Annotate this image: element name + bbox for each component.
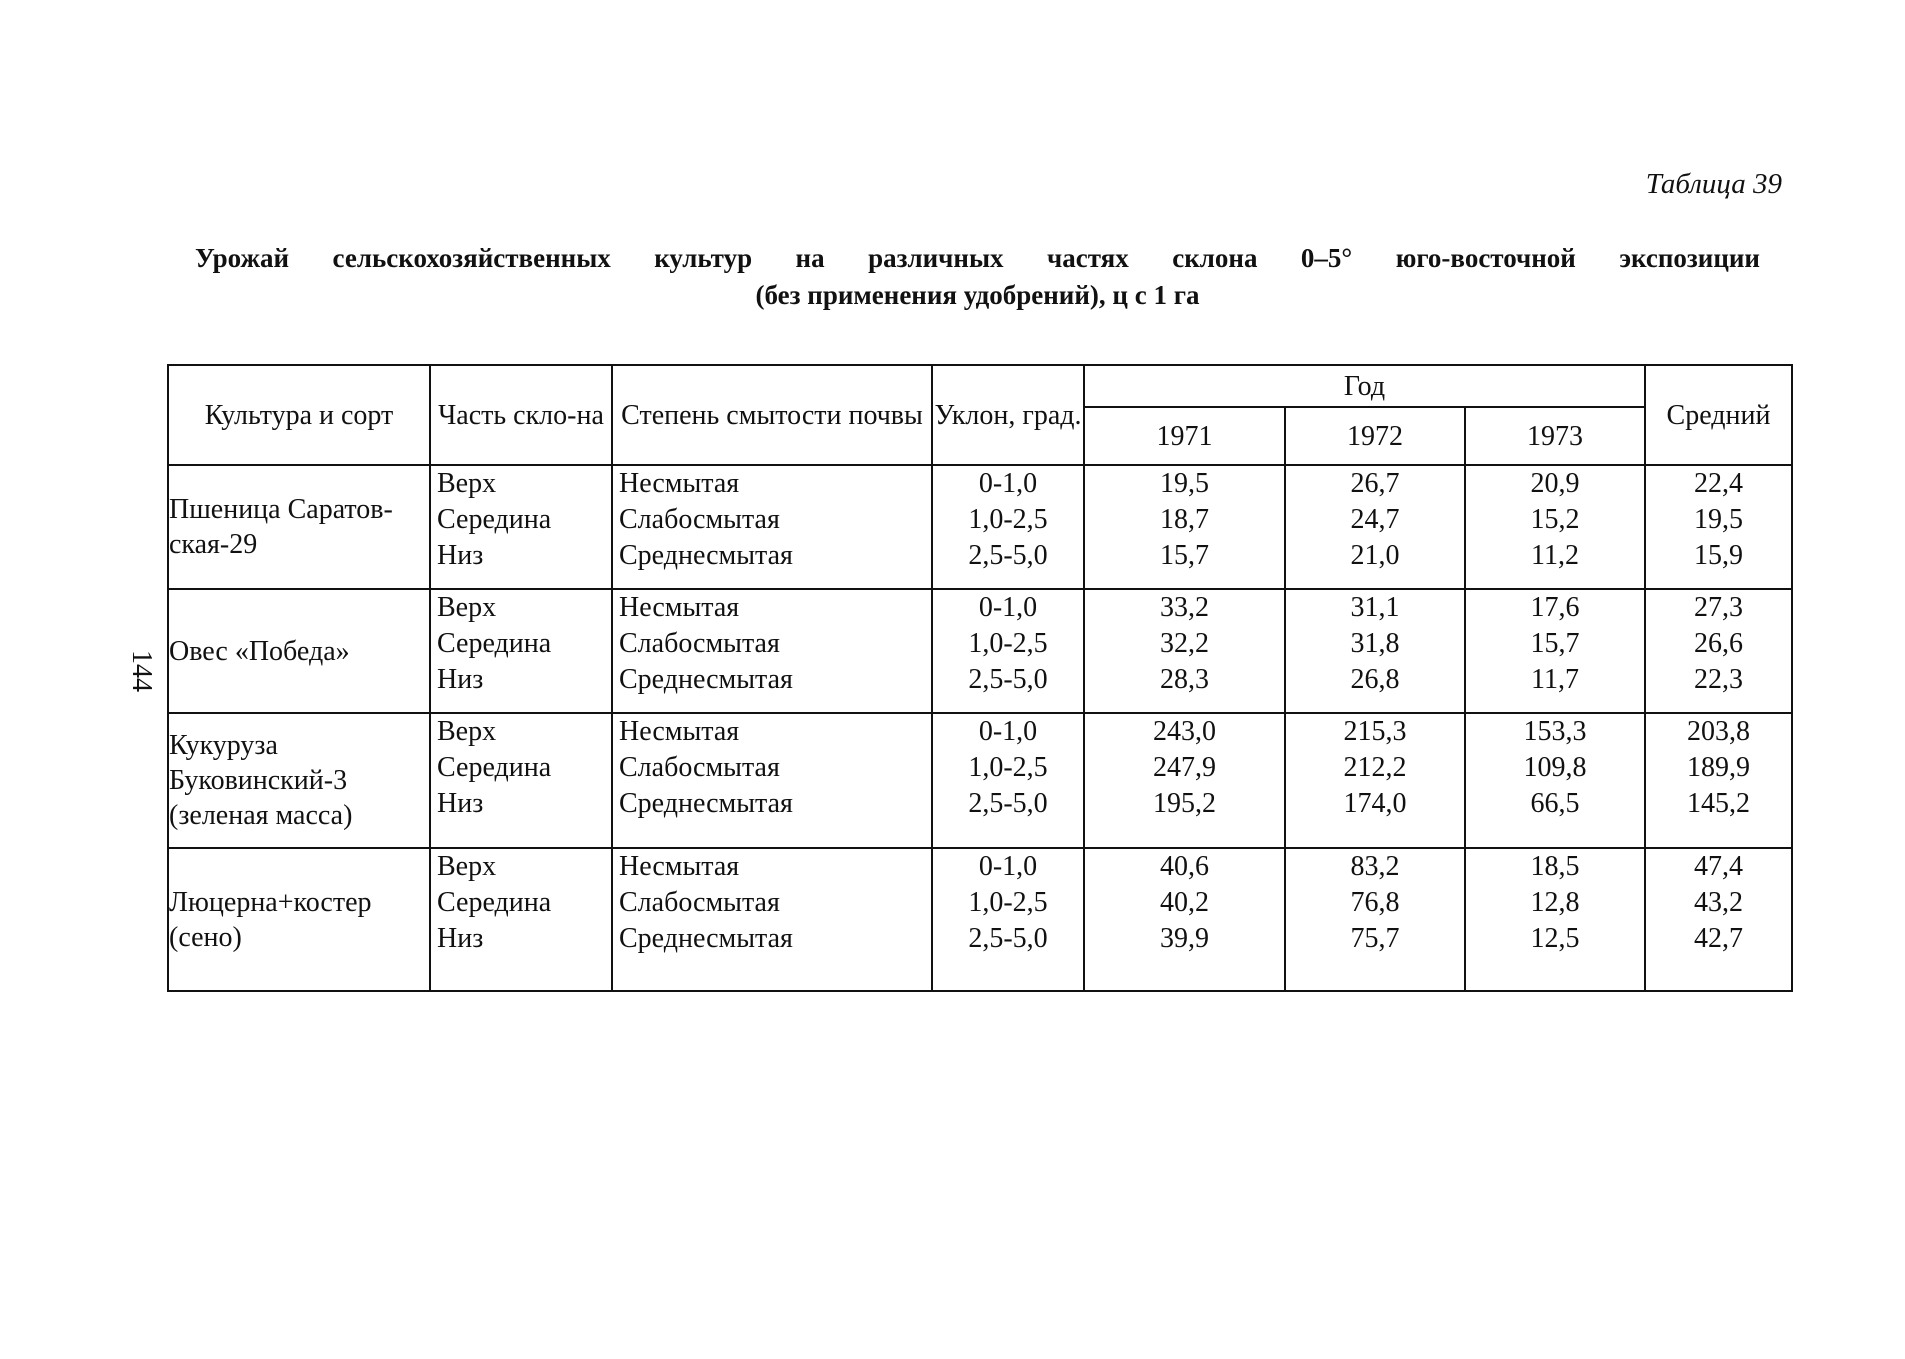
incline-cell-value: 1,0-2,5 — [968, 887, 1048, 918]
header-incline: Уклон, град. — [932, 365, 1084, 465]
erosion-cell — [612, 465, 932, 589]
yield-1972-cell-value: 21,0 — [1350, 540, 1400, 571]
slope-part-cell-value: Верх — [437, 468, 497, 499]
yield-1973-cell-value: 153,3 — [1523, 716, 1587, 747]
slope-part-cell-value: Низ — [437, 540, 484, 571]
yield-1972-cell — [1285, 589, 1465, 713]
incline-cell — [932, 848, 1084, 991]
average-cell-value: 26,6 — [1694, 628, 1743, 659]
slope-part-cell-value: Низ — [437, 664, 484, 695]
average-cell — [1645, 589, 1792, 713]
incline-cell — [932, 713, 1084, 848]
header-erosion: Степень смытости почвы — [612, 365, 932, 465]
erosion-cell-value: Среднесмытая — [619, 664, 793, 695]
yield-1972-cell-value: 26,7 — [1350, 468, 1400, 499]
average-cell-value: 42,7 — [1694, 923, 1743, 954]
incline-cell — [932, 589, 1084, 713]
title-line-1: Урожай сельскохозяйственных культур на различных частях склона 0–5° юго-восточной экспозиции — [195, 243, 1760, 273]
header-culture: Культура и сорт — [168, 365, 430, 465]
erosion-cell-value: Несмытая — [619, 592, 740, 623]
yield-1971-cell-value: 33,2 — [1160, 592, 1209, 623]
yield-1971-cell — [1084, 713, 1285, 848]
yield-1973-cell-value: 20,9 — [1530, 468, 1580, 499]
yield-1973-cell — [1465, 465, 1645, 589]
yield-1972-cell-value: 174,0 — [1343, 788, 1407, 819]
yield-1973-cell-value: 15,7 — [1530, 628, 1580, 659]
erosion-cell-value: Слабосмытая — [619, 628, 780, 659]
culture-cell: Овес «Победа» — [168, 589, 430, 713]
incline-cell-value: 0-1,0 — [978, 851, 1038, 882]
erosion-cell — [612, 589, 932, 713]
slope-part-cell — [430, 713, 612, 848]
yield-1972-cell-value: 31,8 — [1350, 628, 1400, 659]
table-row — [168, 589, 1792, 713]
culture-cell: Пшеница Саратов-ская-29 — [168, 465, 430, 589]
yield-1971-cell-value: 28,3 — [1160, 664, 1209, 695]
yield-1971-cell — [1084, 465, 1285, 589]
yield-1973-cell — [1465, 713, 1645, 848]
table-row — [168, 465, 1792, 589]
culture-cell: Кукуруза Буковинский-3 (зеленая масса) — [168, 713, 430, 848]
yield-1973-cell-value: 11,7 — [1531, 664, 1579, 695]
yield-1973-cell-value: 12,5 — [1530, 923, 1580, 954]
table-row — [168, 848, 1792, 991]
incline-cell-value: 0-1,0 — [978, 716, 1038, 747]
yield-1973-cell-value: 18,5 — [1530, 851, 1580, 882]
yield-1973-cell — [1465, 589, 1645, 713]
yield-1971-cell-value: 39,9 — [1160, 923, 1209, 954]
yield-1973-cell-value: 66,5 — [1530, 788, 1580, 819]
slope-part-cell-value: Низ — [437, 788, 484, 819]
yield-1972-cell — [1285, 848, 1465, 991]
slope-part-cell-value: Середина — [437, 752, 552, 783]
incline-cell — [932, 465, 1084, 589]
erosion-cell-value: Среднесмытая — [619, 788, 793, 819]
average-cell-value: 43,2 — [1694, 887, 1743, 918]
yield-1971-cell-value: 40,6 — [1160, 851, 1209, 882]
yield-1971-cell-value: 32,2 — [1160, 628, 1209, 659]
erosion-cell-value: Среднесмытая — [619, 923, 793, 954]
yield-1972-cell-value: 76,8 — [1350, 887, 1400, 918]
erosion-cell-value: Несмытая — [619, 716, 740, 747]
yield-1973-cell-value: 17,6 — [1530, 592, 1580, 623]
yield-1971-cell-value: 195,2 — [1153, 788, 1216, 819]
average-cell — [1645, 713, 1792, 848]
slope-part-cell-value: Низ — [437, 923, 484, 954]
yield-1972-cell — [1285, 465, 1465, 589]
slope-part-cell-value: Верх — [437, 592, 497, 623]
average-cell-value: 189,9 — [1687, 752, 1750, 783]
erosion-cell-value: Слабосмытая — [619, 504, 780, 535]
slope-part-cell-value: Верх — [437, 851, 497, 882]
incline-cell-value: 0-1,0 — [978, 468, 1038, 499]
average-cell-value: 145,2 — [1687, 788, 1750, 819]
incline-cell-value: 2,5-5,0 — [968, 664, 1048, 695]
table-title — [195, 240, 1760, 314]
yield-1971-cell-value: 19,5 — [1160, 468, 1209, 499]
yield-1971-cell-value: 15,7 — [1160, 540, 1209, 571]
slope-part-cell-value: Верх — [437, 716, 497, 747]
header-year-1973: 1973 — [1465, 407, 1645, 465]
header-year: Год — [1084, 365, 1645, 407]
yield-table — [167, 364, 1793, 992]
yield-1972-cell-value: 215,3 — [1343, 716, 1407, 747]
erosion-cell-value: Слабосмытая — [619, 752, 780, 783]
average-cell-value: 27,3 — [1694, 592, 1743, 623]
erosion-cell-value: Несмытая — [619, 851, 740, 882]
average-cell-value: 203,8 — [1687, 716, 1750, 747]
yield-1972-cell-value: 75,7 — [1350, 923, 1400, 954]
yield-1973-cell — [1465, 848, 1645, 991]
average-cell-value: 15,9 — [1694, 540, 1743, 571]
average-cell — [1645, 848, 1792, 991]
culture-cell: Люцерна+костер (сено) — [168, 848, 430, 991]
yield-1971-cell-value: 243,0 — [1153, 716, 1216, 747]
title-line-2: (без применения удобрений), ц с 1 га — [755, 280, 1200, 310]
yield-1973-cell-value: 15,2 — [1530, 504, 1580, 535]
header-average: Средний — [1645, 365, 1792, 465]
yield-1971-cell-value: 247,9 — [1153, 752, 1216, 783]
table-caption: Таблица 39 — [1645, 168, 1782, 200]
yield-1971-cell-value: 18,7 — [1160, 504, 1209, 535]
yield-1971-cell — [1084, 589, 1285, 713]
erosion-cell — [612, 848, 932, 991]
header-slope-part: Часть скло-на — [430, 365, 612, 465]
slope-part-cell-value: Середина — [437, 628, 552, 659]
yield-1972-cell-value: 26,8 — [1350, 664, 1400, 695]
yield-1972-cell — [1285, 713, 1465, 848]
slope-part-cell — [430, 589, 612, 713]
yield-1972-cell-value: 83,2 — [1350, 851, 1400, 882]
average-cell-value: 47,4 — [1694, 851, 1743, 882]
average-cell-value: 19,5 — [1694, 504, 1743, 535]
yield-1971-cell-value: 40,2 — [1160, 887, 1209, 918]
slope-part-cell-value: Середина — [437, 887, 552, 918]
incline-cell-value: 2,5-5,0 — [968, 540, 1048, 571]
average-cell — [1645, 465, 1792, 589]
erosion-cell-value: Среднесмытая — [619, 540, 793, 571]
erosion-cell-value: Несмытая — [619, 468, 740, 499]
average-cell-value: 22,4 — [1694, 468, 1743, 499]
incline-cell-value: 2,5-5,0 — [968, 923, 1048, 954]
yield-1972-cell-value: 31,1 — [1350, 592, 1400, 623]
table-row — [168, 713, 1792, 848]
erosion-cell-value: Слабосмытая — [619, 887, 780, 918]
header-year-1972: 1972 — [1285, 407, 1465, 465]
slope-part-cell — [430, 465, 612, 589]
incline-cell-value: 1,0-2,5 — [968, 504, 1048, 535]
slope-part-cell — [430, 848, 612, 991]
yield-1972-cell-value: 24,7 — [1350, 504, 1400, 535]
average-cell-value: 22,3 — [1694, 664, 1743, 695]
yield-1971-cell — [1084, 848, 1285, 991]
yield-1973-cell-value: 12,8 — [1530, 887, 1580, 918]
yield-1973-cell-value: 11,2 — [1531, 540, 1579, 571]
yield-1972-cell-value: 212,2 — [1343, 752, 1407, 783]
yield-1973-cell-value: 109,8 — [1523, 752, 1587, 783]
page-number: 144 — [126, 650, 157, 692]
header-year-1971: 1971 — [1084, 407, 1285, 465]
erosion-cell — [612, 713, 932, 848]
slope-part-cell-value: Середина — [437, 504, 552, 535]
incline-cell-value: 2,5-5,0 — [968, 788, 1048, 819]
incline-cell-value: 0-1,0 — [978, 592, 1038, 623]
incline-cell-value: 1,0-2,5 — [968, 752, 1048, 783]
incline-cell-value: 1,0-2,5 — [968, 628, 1048, 659]
